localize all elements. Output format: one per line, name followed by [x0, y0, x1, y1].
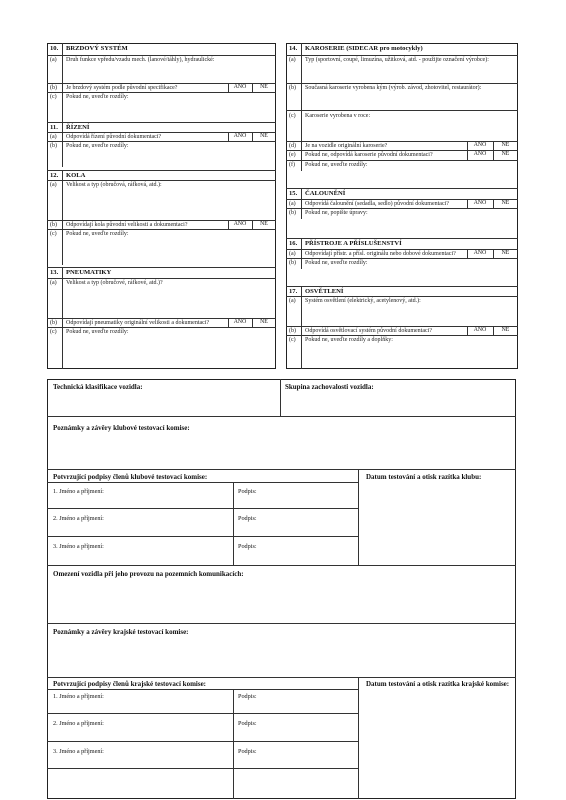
section-13-number: 13. — [50, 269, 59, 276]
section-14-e-ne[interactable]: NE — [501, 151, 510, 157]
section-14-number: 14. — [289, 45, 298, 52]
section-11-title: ŘÍZENÍ — [66, 124, 90, 131]
section-14-a-letter: (a) — [289, 57, 296, 63]
section-14-f-text: Pokud ne, uveďte rozdíly: — [305, 162, 368, 168]
section-14-c-letter: (c) — [289, 113, 296, 119]
section-15-number: 15. — [289, 190, 298, 197]
club-member-3-signature[interactable]: Podpis: — [238, 543, 257, 550]
section-12-b-letter: (b) — [50, 222, 57, 228]
section-10-title: BRZDOVÝ SYSTÉM — [66, 45, 128, 52]
preservation-group-label: Skupina zachovalosti vozidla: — [285, 383, 374, 391]
section-12-a-letter: (a) — [50, 182, 57, 188]
section-16-b-text: Pokud ne, uveďte rozdíly: — [305, 260, 368, 266]
club-member-2-signature[interactable]: Podpis: — [238, 515, 257, 522]
section-13-b-letter: (b) — [50, 320, 57, 326]
section-13-title: PNEUMATIKY — [66, 269, 112, 276]
section-11-b-text: Pokud ne, uveďte rozdíly: — [66, 143, 129, 149]
section-14-e-letter: (e) — [289, 152, 296, 158]
section-14-d-letter: (d) — [289, 143, 296, 149]
section-10-c-text: Pokud ne, uveďte rozdíly: — [66, 94, 129, 100]
section-14-f-letter: (f) — [289, 162, 295, 168]
section-15-title: ČALOUNĚNÍ — [305, 190, 346, 197]
section-17-b-text: Odpovídá osvětlovací systém původní dokumentaci? — [305, 328, 432, 334]
section-14-c-text: Karoserie vyrobena v roce: — [305, 113, 371, 119]
section-16-ne[interactable]: NE — [501, 250, 510, 256]
section-13-c-letter: (c) — [50, 329, 57, 335]
section-12-c-text: Pokud ne, uveďte rozdíly: — [66, 231, 129, 237]
section-12-number: 12. — [50, 172, 59, 179]
section-14-d-ne[interactable]: NE — [501, 142, 510, 148]
section-13-a-letter: (a) — [50, 280, 57, 286]
regional-member-1-name[interactable]: 1. Jméno a příjmení: — [53, 693, 104, 700]
section-17-number: 17. — [289, 288, 298, 295]
section-16-a-letter: (a) — [289, 251, 296, 257]
section-17-a-text: Systém osvětlení (elektrický, acetylenový, atd.): — [305, 298, 421, 304]
section-15-b-letter: (b) — [289, 210, 296, 216]
section-13-b-text: Odpovídají pneumatiky originální velikosti a dokumentaci? — [66, 320, 210, 326]
section-14-b-letter: (b) — [289, 85, 296, 91]
regional-member-2-signature[interactable]: Podpis: — [238, 720, 257, 727]
regional-notes-label: Poznámky a závěry krajské testovací komise: — [53, 628, 189, 636]
tech-classification-label: Technická klasifikace vozidla: — [53, 383, 143, 391]
section-13-ano[interactable]: ANO — [233, 319, 247, 325]
section-11-number: 11. — [50, 124, 58, 131]
club-member-3-name[interactable]: 3. Jméno a příjmení: — [53, 543, 104, 550]
club-notes-label: Poznámky a závěry klubové testovací komise: — [53, 424, 190, 432]
club-member-1-name[interactable]: 1. Jméno a příjmení: — [53, 488, 104, 495]
section-16-title: PŘÍSTROJE A PŘÍSLUŠENSTVÍ — [305, 240, 402, 247]
section-17-c-letter: (c) — [289, 337, 296, 343]
section-16-a-text: Odpovídají přístr. a přísl. originálu nebo dobové dokumentaci? — [305, 251, 456, 257]
section-12-c-letter: (c) — [50, 231, 57, 237]
section-16-b-letter: (b) — [289, 260, 296, 266]
section-11-ano[interactable]: ANO — [233, 133, 247, 139]
section-10-a-text: Druh funkce vpředu/vzadu mech. (lanové/táhly), hydraulické: — [66, 57, 215, 63]
section-12-a-text: Velikost a typ (obručová, ráfková, atd.): — [66, 182, 162, 188]
section-14-title: KAROSERIE (SIDECAR pro motocykly) — [305, 45, 423, 52]
section-11-b-letter: (b) — [50, 143, 57, 149]
section-11-a-text: Odpovídá řízení původní dokumentaci? — [66, 134, 162, 140]
regional-member-1-signature[interactable]: Podpis: — [238, 693, 257, 700]
section-17-ne[interactable]: NE — [501, 327, 510, 333]
section-10-ne[interactable]: NE — [260, 84, 268, 90]
section-13-c-text: Pokud ne, uveďte rozdíly: — [66, 329, 129, 335]
section-14-a-text: Typ (sportovní, coupé, limuzína, užitková, atd. - použijte označení výrobce): — [305, 57, 489, 63]
section-17-b-letter: (b) — [289, 328, 296, 334]
section-15-a-text: Odpovídá čalounění (sedadla, sedlo) původní dokumentaci? — [305, 201, 449, 207]
section-17-ano[interactable]: ANO — [473, 327, 487, 333]
club-stamp-label: Datum testování a otisk razítka klubu: — [366, 473, 482, 481]
section-14-e-text: Pokud ne, odpovídá karoserie původní dokumentaci? — [305, 152, 433, 158]
section-17-a-letter: (a) — [289, 298, 296, 304]
club-signatures-title: Potvrzující podpisy členů klubové testovací komise: — [53, 473, 208, 481]
section-10-b-letter: (b) — [50, 85, 57, 91]
section-13-ne[interactable]: NE — [260, 319, 268, 325]
section-14-d-ano[interactable]: ANO — [473, 142, 487, 148]
section-10-number: 10. — [50, 45, 59, 52]
club-member-1-signature[interactable]: Podpis: — [238, 488, 257, 495]
bottom-form-box — [47, 379, 516, 799]
section-15-b-text: Pokud ne, popište úpravy: — [305, 210, 368, 216]
section-10-b-text: Je brzdový systém podle původní specifikace? — [66, 85, 178, 91]
regional-member-2-name[interactable]: 2. Jméno a příjmení: — [53, 720, 104, 727]
section-10-c-letter: (c) — [50, 94, 57, 100]
section-16-ano[interactable]: ANO — [473, 250, 487, 256]
club-member-2-name[interactable]: 2. Jméno a příjmení: — [53, 515, 104, 522]
section-11-a-letter: (a) — [50, 134, 57, 140]
section-11-ne[interactable]: NE — [260, 133, 268, 139]
section-12-b-text: Odpovídají kola původní velikosti a dokumentaci? — [66, 222, 188, 228]
regional-signatures-title: Potvrzující podpisy členů krajské testovací komise: — [53, 680, 207, 688]
section-17-title: OSVĚTLENÍ — [305, 288, 344, 295]
section-10-ano[interactable]: ANO — [233, 84, 247, 90]
section-14-b-text: Současná karoserie vyrobena kým (výrob. závod, zhotovitel, restaurátor): — [305, 85, 482, 91]
section-12-ano[interactable]: ANO — [233, 221, 247, 227]
regional-member-3-signature[interactable]: Podpis: — [238, 748, 257, 755]
regional-member-3-name[interactable]: 3. Jméno a příjmení: — [53, 748, 104, 755]
road-restriction-label: Omezení vozidla při jeho provozu na pozemních komunikacích: — [53, 570, 244, 578]
section-12-title: KOLA — [66, 172, 86, 179]
section-15-ano[interactable]: ANO — [473, 200, 487, 206]
section-12-ne[interactable]: NE — [260, 221, 268, 227]
section-15-a-letter: (a) — [289, 201, 296, 207]
section-15-ne[interactable]: NE — [501, 200, 510, 206]
section-14-d-text: Je na vozidle originální karoserie? — [305, 143, 388, 149]
section-16-number: 16. — [289, 240, 298, 247]
regional-stamp-label: Datum testování a otisk razítka krajské komise: — [366, 680, 510, 688]
section-14-e-ano[interactable]: ANO — [473, 151, 487, 157]
section-17-c-text: Pokud ne, uveďte rozdíly a doplňky: — [305, 337, 393, 343]
section-10-a-letter: (a) — [50, 57, 57, 63]
section-13-a-text: Velikost a typ (obručové, ráfkové, atd.)? — [66, 280, 163, 286]
